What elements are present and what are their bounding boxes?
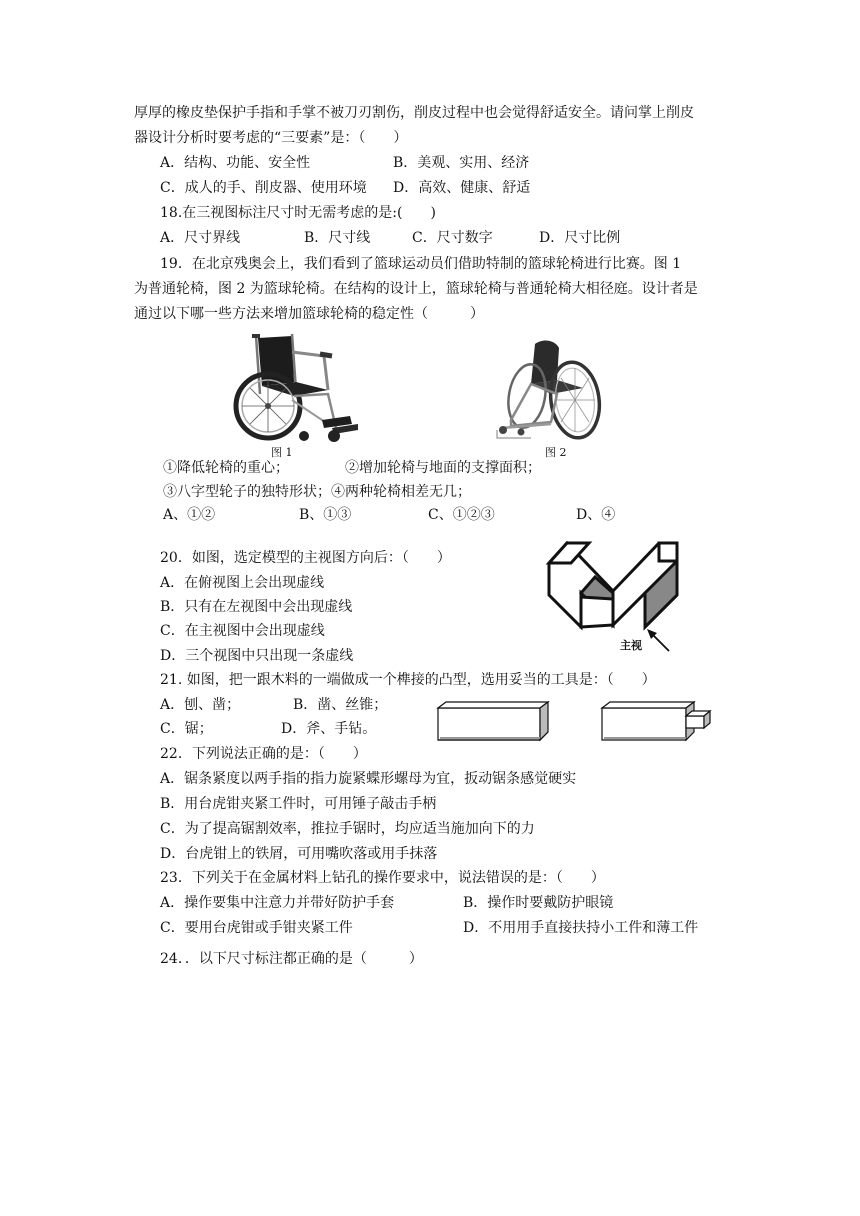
q19-line-1: 19．在北京残奥会上，我们看到了篮球运动员们借助特制的篮球轮椅进行比赛。图 1 — [160, 256, 682, 272]
wheelchair-figure-2 — [491, 334, 613, 446]
figure-2-caption: 图 2 — [545, 446, 567, 459]
q17-option-a: A．结构、功能、安全性 — [160, 155, 311, 171]
q20-option-b: B．只有在左视图中会出现虚线 — [160, 599, 353, 615]
q22-stem: 22．下列说法正确的是：（ ） — [160, 746, 367, 762]
q18-option-d: D．尺寸比例 — [539, 230, 621, 246]
tenon-bar-figure — [600, 700, 716, 744]
q20-stem: 20．如图，选定模型的主视图方向后：（ ） — [160, 550, 451, 566]
q20-option-a: A．在俯视图上会出现虚线 — [160, 575, 325, 591]
q20-option-c: C．在主视图中会出现虚线 — [160, 623, 325, 639]
q19-line-2: 为普通轮椅，图 2 为篮球轮椅。在结构的设计上，篮球轮椅与普通轮椅大相径庭。设计者是 — [134, 281, 698, 297]
q21-option-a: A．刨、凿； — [160, 697, 241, 713]
wood-bar-figure — [436, 700, 552, 744]
q23-option-c: C．要用台虎钳或手钳夹紧工件 — [160, 920, 353, 936]
q18-stem: 18.在三视图标注尺寸时无需考虑的是:( ) — [160, 205, 436, 221]
q19-option-b: B、①③ — [299, 507, 352, 523]
q17-option-c: C．成人的手、削皮器、使用环境 — [160, 180, 367, 196]
w-block-figure — [545, 533, 690, 663]
q21-option-c: C．锯； — [160, 721, 213, 737]
q19-option-d: D、④ — [576, 507, 616, 523]
q17-option-d: D．高效、健康、舒适 — [393, 180, 531, 196]
q22-option-a: A．锯条紧度以两手指的指力旋紧蝶形螺母为宜，扳动锯条感觉硬实 — [160, 771, 577, 787]
q21-stem: 21. 如图，把一跟木料的一端做成一个榫接的凸型，选用妥当的工具是：（ ） — [160, 672, 656, 688]
wheelchair-figure-1 — [232, 332, 362, 444]
q22-option-c: C．为了提高锯割效率，推拉手锯时，均应适当施加向下的力 — [160, 821, 535, 837]
q24-stem: 24．．以下尺寸标注都正确的是（ ） — [160, 951, 423, 967]
q19-item-1: ①降低轮椅的重心； — [163, 460, 289, 476]
q21-option-d: D．斧、手钻。 — [281, 721, 377, 737]
q21-option-b: B．凿、丝锥； — [293, 697, 388, 713]
q23-stem: 23．下列关于在金属材料上钻孔的操作要求中，说法错误的是：（ ） — [160, 870, 605, 886]
q19-line-3: 通过以下哪一些方法来增加篮球轮椅的稳定性（ ） — [134, 306, 484, 322]
q19-option-c: C、①②③ — [428, 507, 495, 523]
q19-items-3-4: ③八字型轮子的独特形状；④两种轮椅相差无几； — [163, 484, 471, 500]
q19-option-a: A、①② — [163, 507, 216, 523]
q23-option-b: B．操作时要戴防护眼镜 — [463, 895, 614, 911]
q18-option-b: B．尺寸线 — [304, 230, 371, 246]
q23-option-a: A．操作要集中注意力并带好防护手套 — [160, 895, 395, 911]
q22-option-b: B．用台虎钳夹紧工件时，可用锤子敲击手柄 — [160, 796, 437, 812]
intro-line-1: 厚厚的橡皮垫保护手指和手掌不被刀刃割伤，削皮过程中也会觉得舒适安全。请问掌上削皮 — [134, 105, 694, 121]
q18-option-a: A．尺寸界线 — [160, 230, 241, 246]
intro-line-2: 器设计分析时要考虑的“三要素”是：（ ） — [134, 130, 408, 146]
figure-1-caption: 图 1 — [271, 446, 293, 459]
main-view-label: 主视 — [620, 639, 642, 652]
q23-option-d: D．不用用手直接扶持小工件和薄工件 — [463, 920, 699, 936]
q18-option-c: C．尺寸数字 — [412, 230, 493, 246]
q19-item-2: ②增加轮椅与地面的支撑面积； — [345, 460, 541, 476]
q17-option-b: B．美观、实用、经济 — [393, 155, 530, 171]
q20-option-d: D．三个视图中只出现一条虚线 — [160, 648, 354, 664]
q22-option-d: D．台虎钳上的铁屑，可用嘴吹落或用手抹落 — [160, 846, 438, 862]
